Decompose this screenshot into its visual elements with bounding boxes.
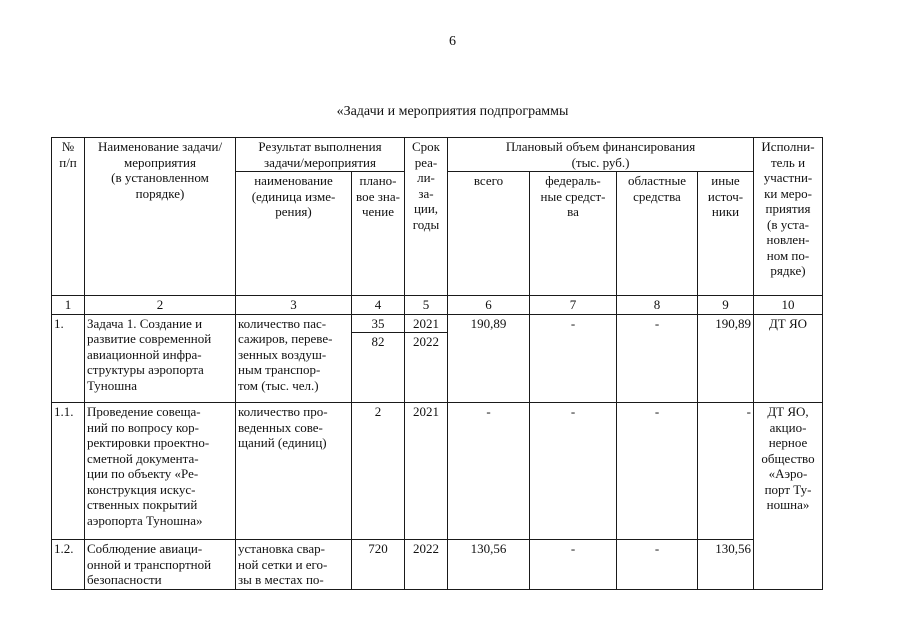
row-name: Проведение совеща- ний по вопросу кор- ректировки проектно- сметной документа- ции по объекту «Ре- конструкция искус- ственных покрытий аэропорта Туношна» — [85, 403, 236, 540]
row-federal: - — [530, 314, 617, 403]
column-number: 10 — [754, 296, 823, 315]
row-regional: - — [617, 314, 698, 403]
row-regional: - — [617, 403, 698, 540]
column-number: 9 — [698, 296, 754, 315]
row-result-cell — [236, 540, 352, 590]
row-total: 190,89 — [448, 314, 530, 403]
column-number: 6 — [448, 296, 530, 315]
row-result-name: установка свар- ной сетки и его- зы в местах по- — [238, 541, 328, 587]
row-executor: ДТ ЯО, акцио- нерное общество «Аэро- порт Ту- ношна» — [754, 403, 823, 540]
row-executor: ДТ ЯО — [754, 314, 823, 403]
column-number: 7 — [530, 296, 617, 315]
header-name: Наименование задачи/ мероприятия (в установленном порядке) — [85, 138, 236, 296]
column-number: 1 — [52, 296, 85, 315]
row-name-cell — [85, 540, 236, 590]
table-row — [52, 403, 823, 540]
row-total: 130,56 — [448, 540, 530, 590]
row-federal: - — [530, 540, 617, 590]
row-year: 2021 — [405, 403, 448, 540]
header-fin-other: иные источ- ники — [698, 172, 754, 296]
column-number-row — [52, 296, 823, 315]
header-term: Срок реа- ли- за- ции, годы — [405, 138, 448, 296]
row-value: 82 — [352, 333, 405, 403]
row-federal: - — [530, 403, 617, 540]
table-row — [52, 314, 823, 333]
header-fin-federal: федераль- ные средст- ва — [530, 172, 617, 296]
row-name: Соблюдение авиаци- онной и транспортной безопасности — [87, 541, 212, 587]
header-executor: Исполни- тель и участни- ки меро- приятия (в уста- новлен- ном по- рядке) — [754, 138, 823, 296]
row-year: 2021 — [405, 314, 448, 333]
header-result-value: плано- вое зна- чение — [352, 172, 405, 296]
column-number: 3 — [236, 296, 352, 315]
row-num: 1.2. — [52, 540, 85, 590]
header-num: № п/п — [52, 138, 85, 296]
table-row — [52, 540, 823, 590]
header-financing: Плановый объем финансирования (тыс. руб.) — [448, 138, 754, 172]
header-result-name: наименование (единица изме- рения) — [236, 172, 352, 296]
section-title: «Задачи и мероприятия подпрограммы — [336, 104, 569, 119]
page-number: 6 — [449, 34, 456, 49]
row-other: - — [698, 403, 754, 540]
row-year: 2022 — [405, 333, 448, 403]
column-number: 8 — [617, 296, 698, 315]
header-fin-regional: областные средства — [617, 172, 698, 296]
row-total: - — [448, 403, 530, 540]
column-number: 4 — [352, 296, 405, 315]
row-value: 720 — [352, 540, 405, 590]
row-value: 2 — [352, 403, 405, 540]
row-regional: - — [617, 540, 698, 590]
row-num: 1. — [52, 314, 85, 403]
column-number: 5 — [405, 296, 448, 315]
row-result-name: количество пас- сажиров, переве- зенных воздуш- ным транспор- том (тыс. чел.) — [236, 314, 352, 403]
row-result-name: количество про- веденных сове- щаний (единиц) — [236, 403, 352, 540]
program-table — [51, 137, 823, 590]
row-num: 1.1. — [52, 403, 85, 540]
row-value: 35 — [352, 314, 405, 333]
header-fin-total: всего — [448, 172, 530, 296]
row-other: 130,56 — [698, 540, 754, 590]
row-year: 2022 — [405, 540, 448, 590]
row-other: 190,89 — [698, 314, 754, 403]
row-executor-empty — [754, 540, 823, 590]
column-number: 2 — [85, 296, 236, 315]
header-result: Результат выполнения задачи/мероприятия — [236, 138, 405, 172]
header-row-top — [52, 138, 823, 172]
row-name: Задача 1. Создание и развитие современной авиационной инфра- структуры аэропорта Тунoшна — [85, 314, 236, 403]
